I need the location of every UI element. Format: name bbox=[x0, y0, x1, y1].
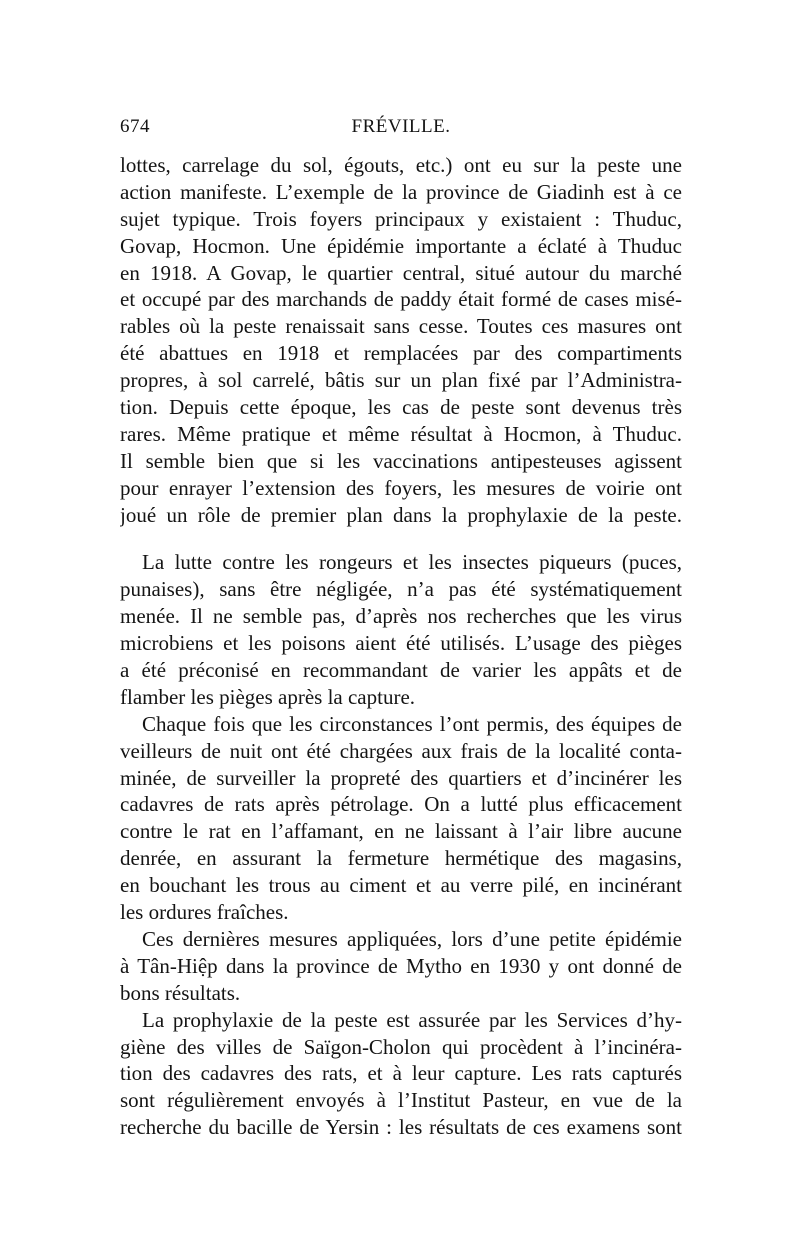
paragraph bbox=[120, 549, 682, 710]
text-line: tion des cadavres des rats, et à leur capture. Les rats capturés bbox=[120, 1061, 682, 1086]
text-line: rares. Même pratique et même résultat à Hocmon, à Thuduc. bbox=[120, 421, 682, 446]
text-line: rables où la peste renaissait sans cesse. Toutes ces masures ont bbox=[120, 314, 682, 339]
paragraph bbox=[120, 926, 682, 1007]
text-line: Govap, Hocmon. Une épidémie importante a éclaté à Thuduc bbox=[120, 233, 682, 258]
text-line: menée. Il ne semble pas, d’après nos recherches que les virus bbox=[120, 604, 682, 629]
text-line: joué un rôle de premier plan dans la prophylaxie de la peste. bbox=[120, 502, 682, 527]
page-number: 674 bbox=[120, 116, 150, 137]
text-line: flamber les pièges après la capture. bbox=[120, 684, 416, 709]
text-line: Il semble bien que si les vaccinations antipesteuses agissent bbox=[120, 448, 682, 473]
text-line: Chaque fois que les circonstances l’ont permis, des équipes de bbox=[142, 711, 682, 736]
text-line: recherche du bacille de Yersin : les résultats de ces examens sont bbox=[120, 1115, 682, 1140]
text-line: sont régulièrement envoyés à l’Institut Pasteur, en vue de la bbox=[120, 1088, 682, 1113]
text-line: Ces dernières mesures appliquées, lors d’une petite épidémie bbox=[142, 926, 682, 951]
text-line: veilleurs de nuit ont été chargées aux frais de la localité conta- bbox=[120, 738, 682, 763]
section-gap bbox=[120, 528, 682, 549]
text-line: denrée, en assurant la fermeture hermétique des magasins, bbox=[120, 846, 682, 871]
text-line: microbiens et les poisons aient été utilisés. L’usage des pièges bbox=[120, 631, 682, 656]
text-line: en bouchant les trous au ciment et au verre pilé, en incinérant bbox=[120, 873, 682, 898]
page-header bbox=[120, 116, 682, 142]
paragraph bbox=[120, 1007, 682, 1141]
text-line: a été préconisé en recommandant de varier les appâts et de bbox=[120, 658, 682, 683]
text-line: punaises), sans être négligée, n’a pas été systématiquement bbox=[120, 577, 682, 602]
text-line: contre le rat en l’affamant, en ne laissant à l’air libre aucune bbox=[120, 819, 682, 844]
text-line: été abattues en 1918 et remplacées par des compartiments bbox=[120, 341, 682, 366]
text-line: La prophylaxie de la peste est assurée par les Services d’hy- bbox=[142, 1007, 682, 1032]
running-title: FRÉVILLE. bbox=[351, 116, 451, 137]
text-line: en 1918. A Govap, le quartier central, situé autour du marché bbox=[120, 260, 682, 285]
text-line: La lutte contre les rongeurs et les insectes piqueurs (puces, bbox=[142, 550, 682, 575]
text-line: tion. Depuis cette époque, les cas de peste sont devenus très bbox=[120, 395, 682, 420]
text-line: et occupé par des marchands de paddy était formé de cases misé- bbox=[120, 287, 682, 312]
text-line: action manifeste. L’exemple de la province de Giadinh est à ce bbox=[120, 179, 682, 204]
text-line: minée, de surveiller la propreté des quartiers et d’incinérer les bbox=[120, 765, 682, 790]
text-line: lottes, carrelage du sol, égouts, etc.) ont eu sur la peste une bbox=[120, 153, 682, 177]
text-line: les ordures fraîches. bbox=[120, 900, 289, 925]
body-text bbox=[120, 152, 682, 1141]
text-line: pour enrayer l’extension des foyers, les mesures de voirie ont bbox=[120, 475, 682, 500]
text-line: propres, à sol carrelé, bâtis sur un plan fixé par l’Administra- bbox=[120, 368, 682, 393]
text-line: sujet typique. Trois foyers principaux y existaient : Thuduc, bbox=[120, 206, 682, 231]
text-line: à Tân-Hiệp dans la province de Mytho en 1930 y ont donné de bbox=[120, 953, 682, 978]
paragraph bbox=[120, 152, 682, 528]
text-line: cadavres de rats après pétrolage. On a lutté plus efficacement bbox=[120, 792, 682, 817]
text-line: bons résultats. bbox=[120, 980, 241, 1005]
paragraph bbox=[120, 711, 682, 926]
text-line: giène des villes de Saïgon-Cholon qui procèdent à l’incinéra- bbox=[120, 1034, 682, 1059]
